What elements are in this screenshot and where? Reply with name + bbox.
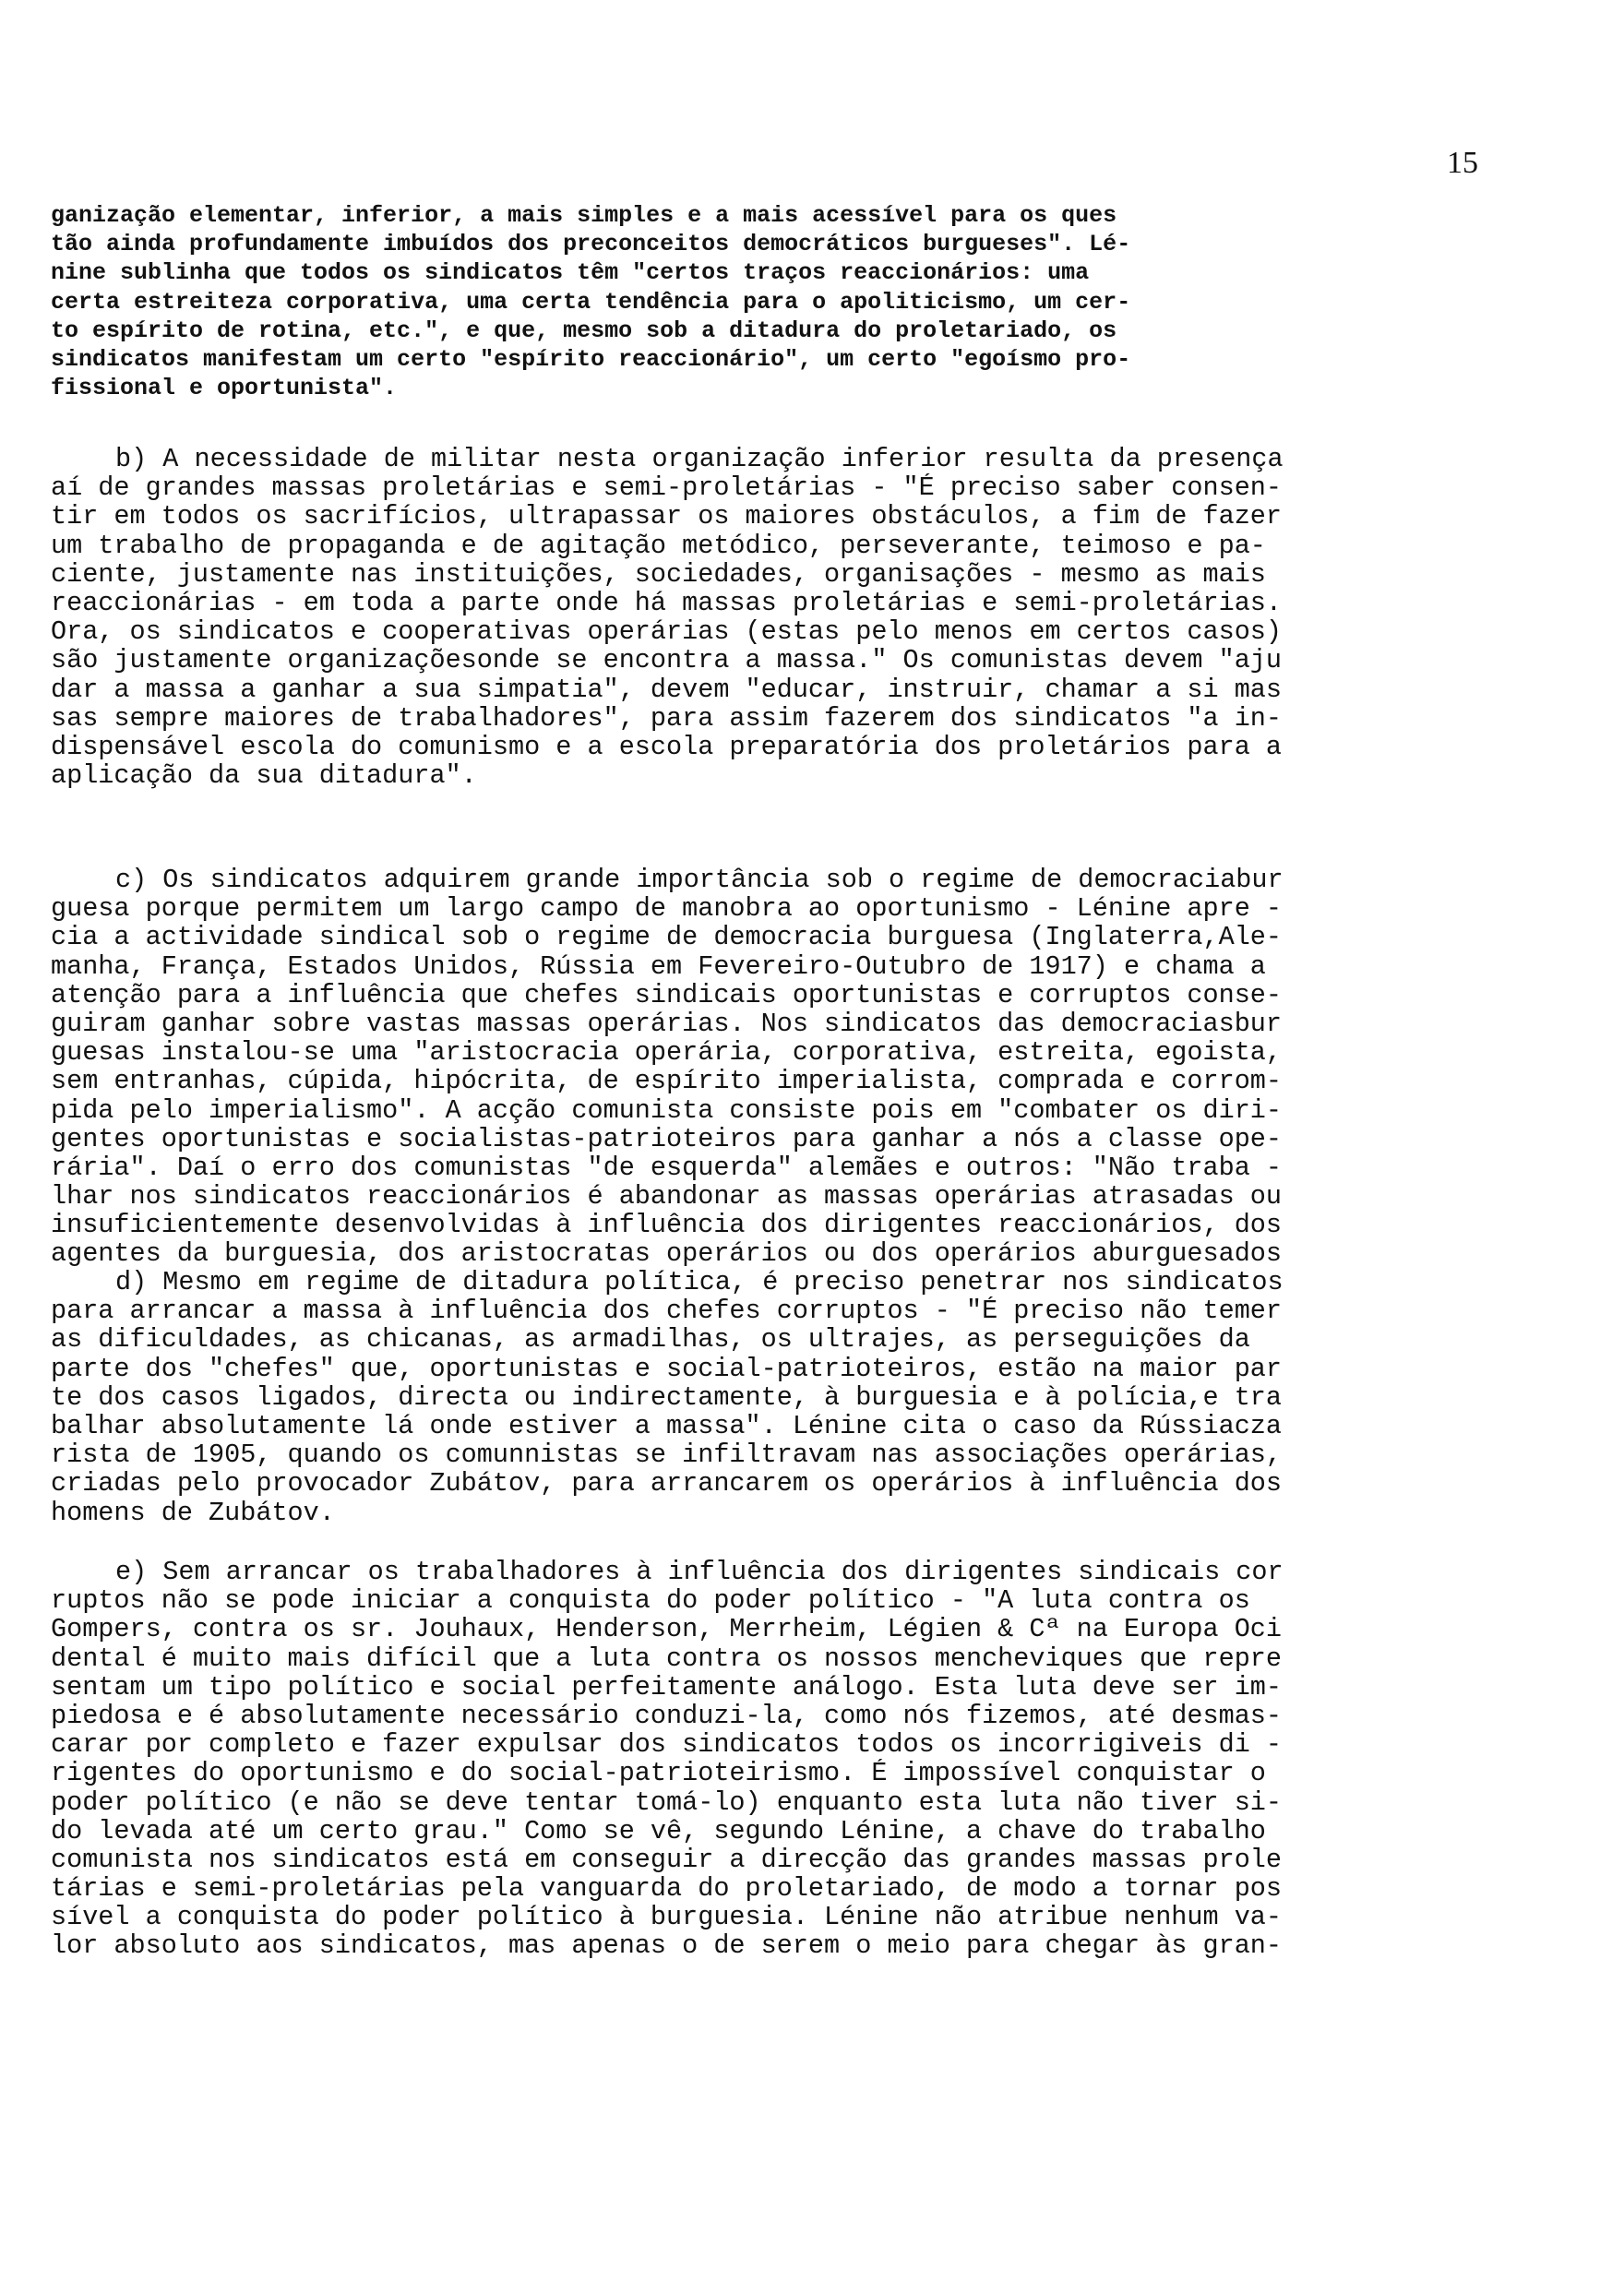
text-line: comunista nos sindicatos está em conseguir a direcção das grandes massas prole [51, 1845, 1283, 1875]
text-line: fissional e oportunista". [51, 375, 398, 402]
text-line: homens de Zubátov. [51, 1498, 335, 1527]
text-line: piedosa e é absolutamente necessário conduzi-la, como nós fizemos, até desmas- [51, 1701, 1283, 1731]
text-line: cia a actividade sindical sob o regime de democracia burguesa (Inglaterra,Ale- [51, 923, 1283, 952]
text-line: são justamente organizaçõesonde se encontra a massa." Os comunistas devem "aju [51, 646, 1283, 675]
text-line: sem entranhas, cúpida, hipócrita, de espírito imperialista, comprada e corrom- [51, 1067, 1283, 1096]
text-line: poder político (e não se deve tentar tomá-lo) enquanto esta luta não tiver si- [51, 1787, 1283, 1817]
text-line: atenção para a influência que chefes sindicais oportunistas e corruptos conse- [51, 980, 1283, 1010]
text-line: tão ainda profundamente imbuídos dos preconceitos democráticos burgueses". Lé- [51, 231, 1131, 258]
section-heading-line: aí de grandes massas proletárias e semi-proletárias - "É preciso saber consen- [51, 473, 1283, 503]
intro-paragraph [51, 201, 1499, 402]
text-line: ganização elementar, inferior, a mais simples e a mais acessível para os ques [51, 202, 1117, 229]
text-line: agentes da burguesia, dos aristocratas operários ou dos operários aburguesados [51, 1239, 1283, 1269]
text-line: rigentes do oportunismo e do social-patrioteirismo. É impossível conquistar o [51, 1759, 1266, 1788]
text-line: as dificuldades, as chicanas, as armadilhas, os ultrajes, as perseguições da [51, 1325, 1250, 1355]
section-b [51, 445, 1499, 790]
page-number: 15 [1447, 146, 1478, 180]
section-heading-line: d) Mesmo em regime de ditadura política, é preciso penetrar nos sindicatos [115, 1268, 1284, 1297]
text-line: to espírito de rotina, etc.", e que, mesmo sob a ditadura do proletariado, os [51, 317, 1117, 344]
text-line: rista de 1905, quando os comunnistas se infiltravam nas associações operárias, [51, 1440, 1283, 1470]
text-line: te dos casos ligados, directa ou indirectamente, à burguesia e à polícia,e tra [51, 1382, 1283, 1412]
text-line: carar por completo e fazer expulsar dos sindicatos todos os incorrigiveis di - [51, 1730, 1283, 1760]
text-line: ciente, justamente nas instituições, sociedades, organisações - mesmo as mais [51, 559, 1266, 589]
section-heading-line: c) Os sindicatos adquirem grande importância sob o regime de democraciabur [115, 866, 1284, 895]
text-line: sentam um tipo político e social perfeitamente análogo. Esta luta deve ser im- [51, 1672, 1283, 1702]
text-line: guiram ganhar sobre vastas massas operárias. Nos sindicatos das democraciasbur [51, 1009, 1283, 1039]
text-line: sindicatos manifestam um certo "espírito reaccionário", um certo "egoísmo pro- [51, 345, 1131, 373]
text-line: gentes oportunistas e socialistas-patrioteiros para ganhar a nós a classe ope- [51, 1124, 1283, 1153]
section-d [51, 1268, 1499, 1527]
text-line: lor absoluto aos sindicatos, mas apenas o de serem o meio para chegar às gran- [51, 1931, 1283, 1961]
text-line: um trabalho de propaganda e de agitação metódico, perseverante, teimoso e pa- [51, 531, 1266, 560]
text-line: Ora, os sindicatos e cooperativas operárias (estas pelo menos em certos casos) [51, 617, 1283, 647]
text-line: reaccionárias - em toda a parte onde há massas proletárias e semi-proletárias. [51, 588, 1283, 618]
text-line: lhar nos sindicatos reaccionários é abandonar as massas operárias atrasadas ou [51, 1182, 1283, 1212]
section-heading-line: e) Sem arrancar os trabalhadores à influência dos dirigentes sindicais cor [115, 1558, 1284, 1587]
text-line: insuficientemente desenvolvidas à influência dos dirigentes reaccionários, dos [51, 1211, 1283, 1240]
section-e [51, 1558, 1499, 1961]
text-line: rária". Daí o erro dos comunistas "de esquerda" alemães e outros: "Não traba - [51, 1153, 1283, 1183]
text-line: sível a conquista do poder político à burguesia. Lénine não atribue nenhum va- [51, 1903, 1283, 1932]
text-line: dental é muito mais difícil que a luta contra os nossos mencheviques que repre [51, 1643, 1283, 1673]
section-heading-line: ruptos não se pode iniciar a conquista do poder político - "A luta contra os [51, 1586, 1250, 1616]
section-heading-line: para arrancar a massa à influência dos chefes corruptos - "É preciso não temer [51, 1296, 1283, 1326]
text-line: do levada até um certo grau." Como se vê, segundo Lénine, a chave do trabalho [51, 1816, 1266, 1846]
text-line: criadas pelo provocador Zubátov, para arrancarem os operários à influência dos [51, 1469, 1283, 1499]
text-line: balhar absolutamente lá onde estiver a massa". Lénine cita o caso da Rússiacza [51, 1411, 1283, 1441]
text-line: certa estreiteza corporativa, uma certa tendência para o apoliticismo, um cer- [51, 288, 1131, 316]
text-line: dispensável escola do comunismo e a escola preparatória dos proletários para a [51, 732, 1283, 762]
text-line: tir em todos os sacrifícios, ultrapassar os maiores obstáculos, a fim de fazer [51, 502, 1283, 532]
section-heading-line: b) A necessidade de militar nesta organização inferior resulta da presença [115, 445, 1284, 474]
text-line: tárias e semi-proletárias pela vanguarda do proletariado, de modo a tornar pos [51, 1874, 1283, 1904]
text-line: pida pelo imperialismo". A acção comunista consiste pois em "combater os diri- [51, 1095, 1283, 1125]
section-c [51, 866, 1499, 1269]
section-heading-line: guesa porque permitem um largo campo de manobra ao oportunismo - Lénine apre - [51, 894, 1283, 924]
text-line: Gompers, contra os sr. Jouhaux, Henderson, Merrheim, Légien & Cª na Europa Oci [51, 1615, 1283, 1644]
text-line: nine sublinha que todos os sindicatos têm "certos traços reaccionários: uma [51, 259, 1090, 287]
text-line: aplicação da sua ditadura". [51, 761, 477, 791]
text-line: manha, França, Estados Unidos, Rússia em Fevereiro-Outubro de 1917) e chama a [51, 951, 1266, 981]
text-line: dar a massa a ganhar a sua simpatia", devem "educar, instruir, chamar a si mas [51, 675, 1283, 704]
text-line: parte dos "chefes" que, oportunistas e social-patrioteiros, estão na maior par [51, 1354, 1283, 1383]
text-line: guesas instalou-se uma "aristocracia operária, corporativa, estreita, egoista, [51, 1038, 1283, 1068]
text-line: sas sempre maiores de trabalhadores", para assim fazerem dos sindicatos "a in- [51, 703, 1283, 733]
